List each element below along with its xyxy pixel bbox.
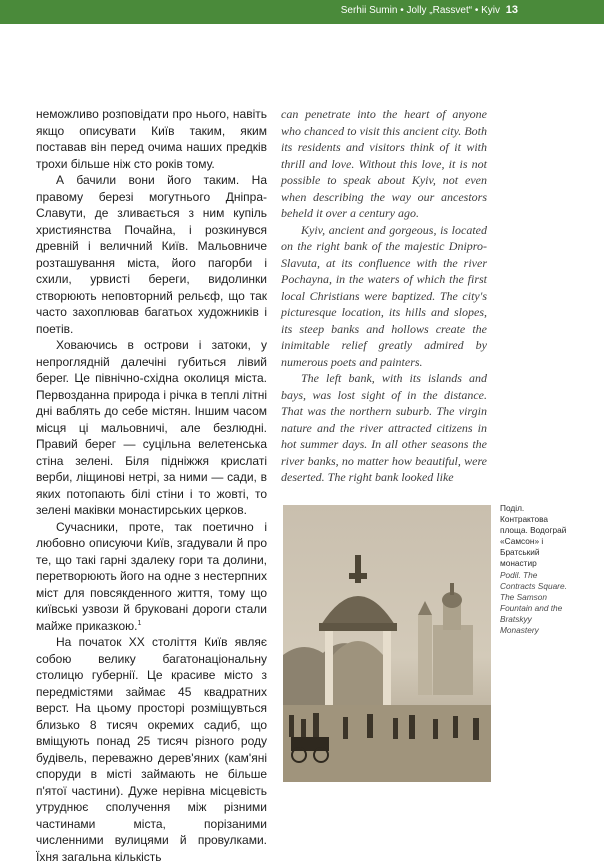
english-paragraph-1: can penetrate into the heart of anyone who chanced to visit this ancient city. Both its residents and visitors think of it with thrill and love. Without this love, it is not possible to speak about Kyiv, not even when describing the way our ancestors beheld it over a century ago. bbox=[281, 107, 487, 220]
ukrainian-paragraph-4-text: Сучасники, проте, так поетично і любовно описуючи Київ, згадували й про те, що такі гарні здалеку гори та долини, перетворюють його на одне з нестерпних міст для повсякденного життя, тому що київські узвози й бруковані дороги стали майже приказкою. bbox=[36, 519, 267, 633]
caption-english: Podil. The Contracts Square. The Samson Fountain and the Bratskyy Monastery bbox=[500, 570, 567, 635]
ukrainian-paragraph-5: На початок XX століття Київ являє собою велику багатонаціональну столицю губернії. Це красиве місто з передмістями займає 45 квадратних верст. На цьому просторі розміщувться близько 8 тисяч окремих садиб, що вміщують понад 25 тисяч різного роду будівель, переважно дерев'яних (кам'яні споруди в місті займають не більше п'ятої частини). Дуже нерівна місцевість утруднює сполучення між різними частинами міста, порізаними численними вулицями й провулками. Їхня загальна кількість bbox=[36, 635, 267, 864]
footnote-marker: 1 bbox=[137, 619, 142, 627]
figure-caption bbox=[500, 503, 570, 636]
running-head: Serhii Sumin • Jolly „Rassvet“ • Kyiv bbox=[340, 5, 500, 16]
english-paragraph-3: The left bank, with its islands and bays, was lost sight of in the distance. That was the northern suburb. The virgin nature and the river attracted citizens in hot summer days. In all other seasons the river banks, no matter how beautiful, were deserted. The right bank looked like bbox=[281, 371, 487, 484]
ukrainian-paragraph-2: А бачили вони його таким. На правому березі могутнього Дніпра-Славути, де зливається з ним купіль християнства Почайна, і розкинувся древній і величний Київ. Мальовниче розташування міста, його пагорби і схили, урвисті береги, видолинки створюють неповторний рельєф, що так часто захоплював багатьох художників і поетів. bbox=[36, 173, 267, 336]
caption-ukrainian: Поділ. Контрактова площа. Водограй «Самсон» і Братський монастир bbox=[500, 503, 567, 568]
page-number: 13 bbox=[505, 4, 518, 16]
ukrainian-paragraph-4 bbox=[36, 519, 267, 635]
english-paragraph-2: Kyiv, ancient and gorgeous, is located on the right bank of the majestic Dnipro-Slavuta, at its confluence with the river Pochayna, in the waters of which the first local Christians were baptized. The city's picturesque location, its hills and slopes, its steep banks and hollows create the inimitable relief greatly admired by numerous poets and painters. bbox=[281, 222, 487, 369]
ukrainian-column bbox=[36, 106, 267, 865]
ukrainian-paragraph-1: неможливо розповідати про нього, навіть якщо описувати Київ таким, яким поставав він перед очима наших предків трохи більше ніж сто років тому. bbox=[36, 107, 267, 171]
english-column bbox=[281, 106, 487, 486]
header-bar bbox=[0, 0, 604, 24]
ukrainian-paragraph-3: Ховаючись в острови і затоки, у непроглядній далечіні губиться лівий берег. Це північно-східна околиця міста. Первозданна природа і річка в теплі літні дні ваблять до себе містян. Іншим часом місця ці мальовничі, але безлюдні. Правий берег — суцільна велетенська стіна зелені. Біля підніжжя крислаті верби, ліщинові нетрі, за ними — сади, в яких потопають білі стіни і то жовті, то зелені маківки монастирських церков. bbox=[36, 338, 267, 517]
historic-photo bbox=[283, 505, 491, 782]
